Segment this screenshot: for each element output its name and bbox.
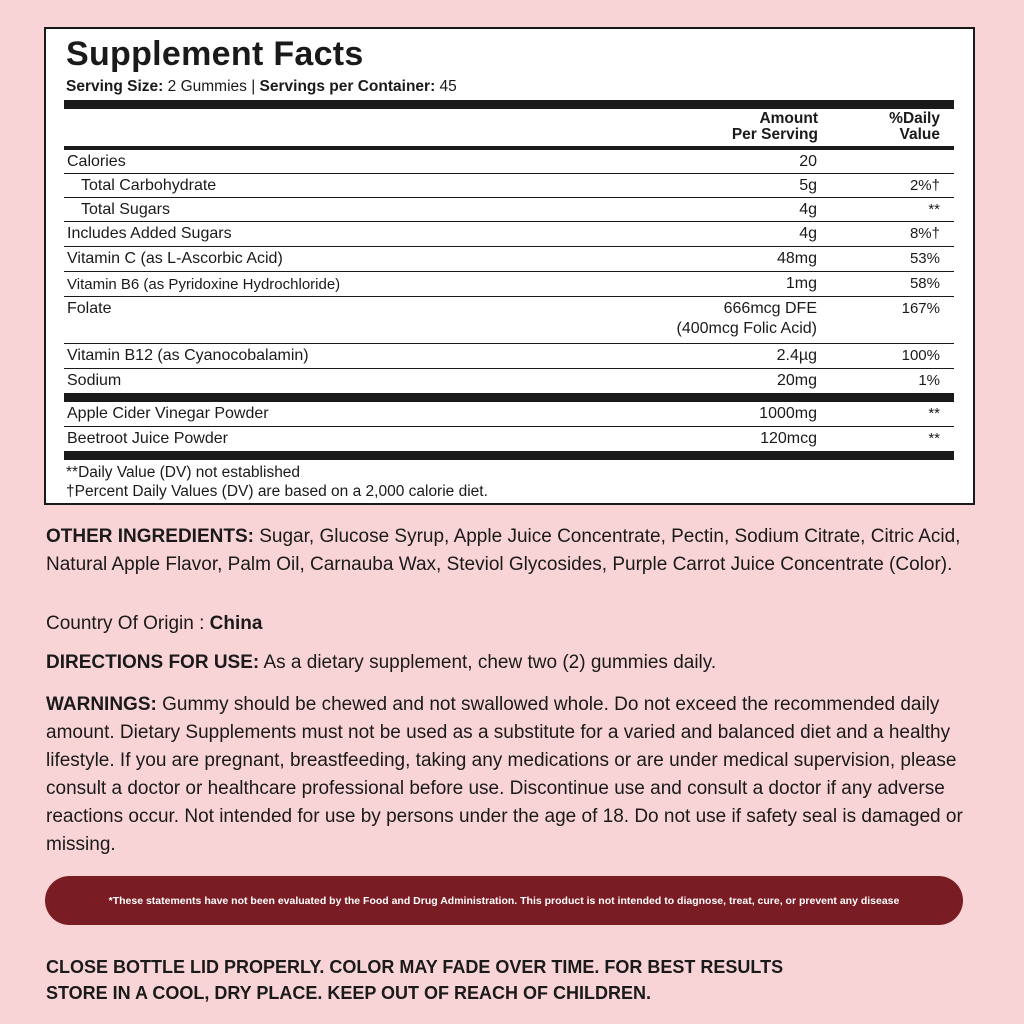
fda-disclaimer-text: *These statements have not been evaluated by the Food and Drug Administration. This product is not intended to diagnose, treat, cure, or prevent any disease <box>108 894 900 907</box>
nutrient-dv: ** <box>928 405 940 422</box>
warnings-text: Gummy should be chewed and not swallowed whole. Do not exceed the recommended daily amount. Dietary Supplements must not be used as a substitute for a varied and balanced diet and a healthy lifestyle. If you are pregnant, breastfeeding, taking any medications or are under medical supervision, please consult a doctor or healthcare professional before use. Discontinue use and consult a doctor if any adverse reactions occur. Not intended for use by persons under the age of 18. Do not use if safety seal is damaged or missing. <box>46 694 963 855</box>
table-row <box>64 427 954 451</box>
nutrient-name: Beetroot Juice Powder <box>67 430 228 447</box>
fda-disclaimer-banner <box>45 876 963 925</box>
nutrient-dv: ** <box>928 430 940 447</box>
table-row <box>64 150 954 174</box>
facts-title: Supplement Facts <box>66 35 364 73</box>
nutrient-name: Vitamin C (as L-Ascorbic Acid) <box>67 250 283 267</box>
table-row <box>64 247 954 272</box>
nutrient-amount: 4g <box>799 201 817 218</box>
nutrient-amount: 20mg <box>776 372 817 389</box>
nutrient-amount: 120mcg <box>760 430 817 447</box>
directions-for-use <box>46 649 976 677</box>
footnote-dv-not-established: **Daily Value (DV) not established <box>66 464 301 481</box>
nutrient-amount: 1000mg <box>759 405 817 422</box>
servings-label: Servings per Container: <box>259 78 436 95</box>
nutrient-amount: 5g <box>799 177 817 194</box>
origin-value: China <box>209 613 263 634</box>
nutrient-amount: 1mg <box>785 275 817 292</box>
origin-label: Country Of Origin : <box>46 613 210 634</box>
nutrient-dv: 167% <box>901 300 940 317</box>
storage-instructions <box>46 954 846 1006</box>
column-header-dv-line1: %Daily <box>889 110 940 127</box>
storage-line-2: STORE IN A COOL, DRY PLACE. KEEP OUT OF REACH OF CHILDREN. <box>46 983 652 1003</box>
table-row <box>64 297 954 344</box>
nutrient-dv: 1% <box>918 372 940 389</box>
nutrient-name: Apple Cider Vinegar Powder <box>67 405 269 422</box>
nutrient-name: Vitamin B6 (as Pyridoxine Hydrochloride) <box>67 276 341 293</box>
footnote-percent-dv: †Percent Daily Values (DV) are based on a 2,000 calorie diet. <box>66 483 488 500</box>
nutrient-name: Includes Added Sugars <box>67 225 232 242</box>
divider-thick <box>64 100 954 109</box>
serving-size-value: 2 Gummies | <box>163 78 260 95</box>
supplement-facts-panel <box>44 27 975 505</box>
nutrient-amount: 4g <box>799 225 817 242</box>
nutrient-amount-detail: (400mcg Folic Acid) <box>676 320 817 337</box>
nutrient-name: Calories <box>67 153 126 170</box>
table-row <box>64 402 954 427</box>
divider-thick <box>64 393 954 402</box>
nutrient-dv: 58% <box>909 275 940 292</box>
nutrient-name: Vitamin B12 (as Cyanocobalamin) <box>67 347 309 364</box>
serving-size-label: Serving Size: <box>66 78 164 95</box>
table-row <box>64 344 954 369</box>
other-ingredients <box>46 523 976 579</box>
warnings-label: WARNINGS: <box>46 694 157 715</box>
nutrient-amount: 666mcg DFE <box>723 300 817 317</box>
column-header-dv-line2: Value <box>899 126 940 143</box>
nutrient-dv: 2%† <box>909 177 940 194</box>
nutrient-dv: ** <box>928 201 940 218</box>
warnings <box>46 691 976 859</box>
nutrient-name: Folate <box>67 300 112 317</box>
column-header-amount-line2: Per Serving <box>731 126 818 143</box>
table-row <box>64 174 954 198</box>
other-ingredients-label: OTHER INGREDIENTS: <box>46 526 254 547</box>
nutrient-amount: 48mg <box>776 250 817 267</box>
servings-value: 45 <box>435 78 457 95</box>
nutrient-dv: 8%† <box>909 225 940 242</box>
nutrient-amount: 20 <box>799 153 817 170</box>
directions-label: DIRECTIONS FOR USE: <box>46 652 260 673</box>
divider-thick <box>64 451 954 460</box>
directions-text: As a dietary supplement, chew two (2) gummies daily. <box>259 652 717 673</box>
table-row <box>64 198 954 222</box>
nutrient-dv: 53% <box>909 250 940 267</box>
table-row <box>64 272 954 297</box>
table-row <box>64 369 954 393</box>
storage-line-1: CLOSE BOTTLE LID PROPERLY. COLOR MAY FADE OVER TIME. FOR BEST RESULTS <box>46 957 784 977</box>
other-ingredients-text: Sugar, Glucose Syrup, Apple Juice Concentrate, Pectin, Sodium Citrate, Citric Acid, Natural Apple Flavor, Palm Oil, Carnauba Wax, Steviol Glycosides, Purple Carrot Juice Concentrate (Color). <box>46 526 961 575</box>
nutrient-name: Total Sugars <box>81 201 170 218</box>
table-row <box>64 222 954 247</box>
column-header-amount <box>732 111 818 143</box>
nutrient-name: Total Carbohydrate <box>81 177 217 194</box>
nutrient-dv: 100% <box>901 347 940 364</box>
serving-info <box>66 78 457 96</box>
column-header-amount-line1: Amount <box>759 110 818 127</box>
column-header-daily-value <box>889 111 940 143</box>
country-of-origin <box>46 610 976 638</box>
nutrient-amount: 2.4µg <box>776 347 817 364</box>
nutrient-name: Sodium <box>67 372 122 389</box>
